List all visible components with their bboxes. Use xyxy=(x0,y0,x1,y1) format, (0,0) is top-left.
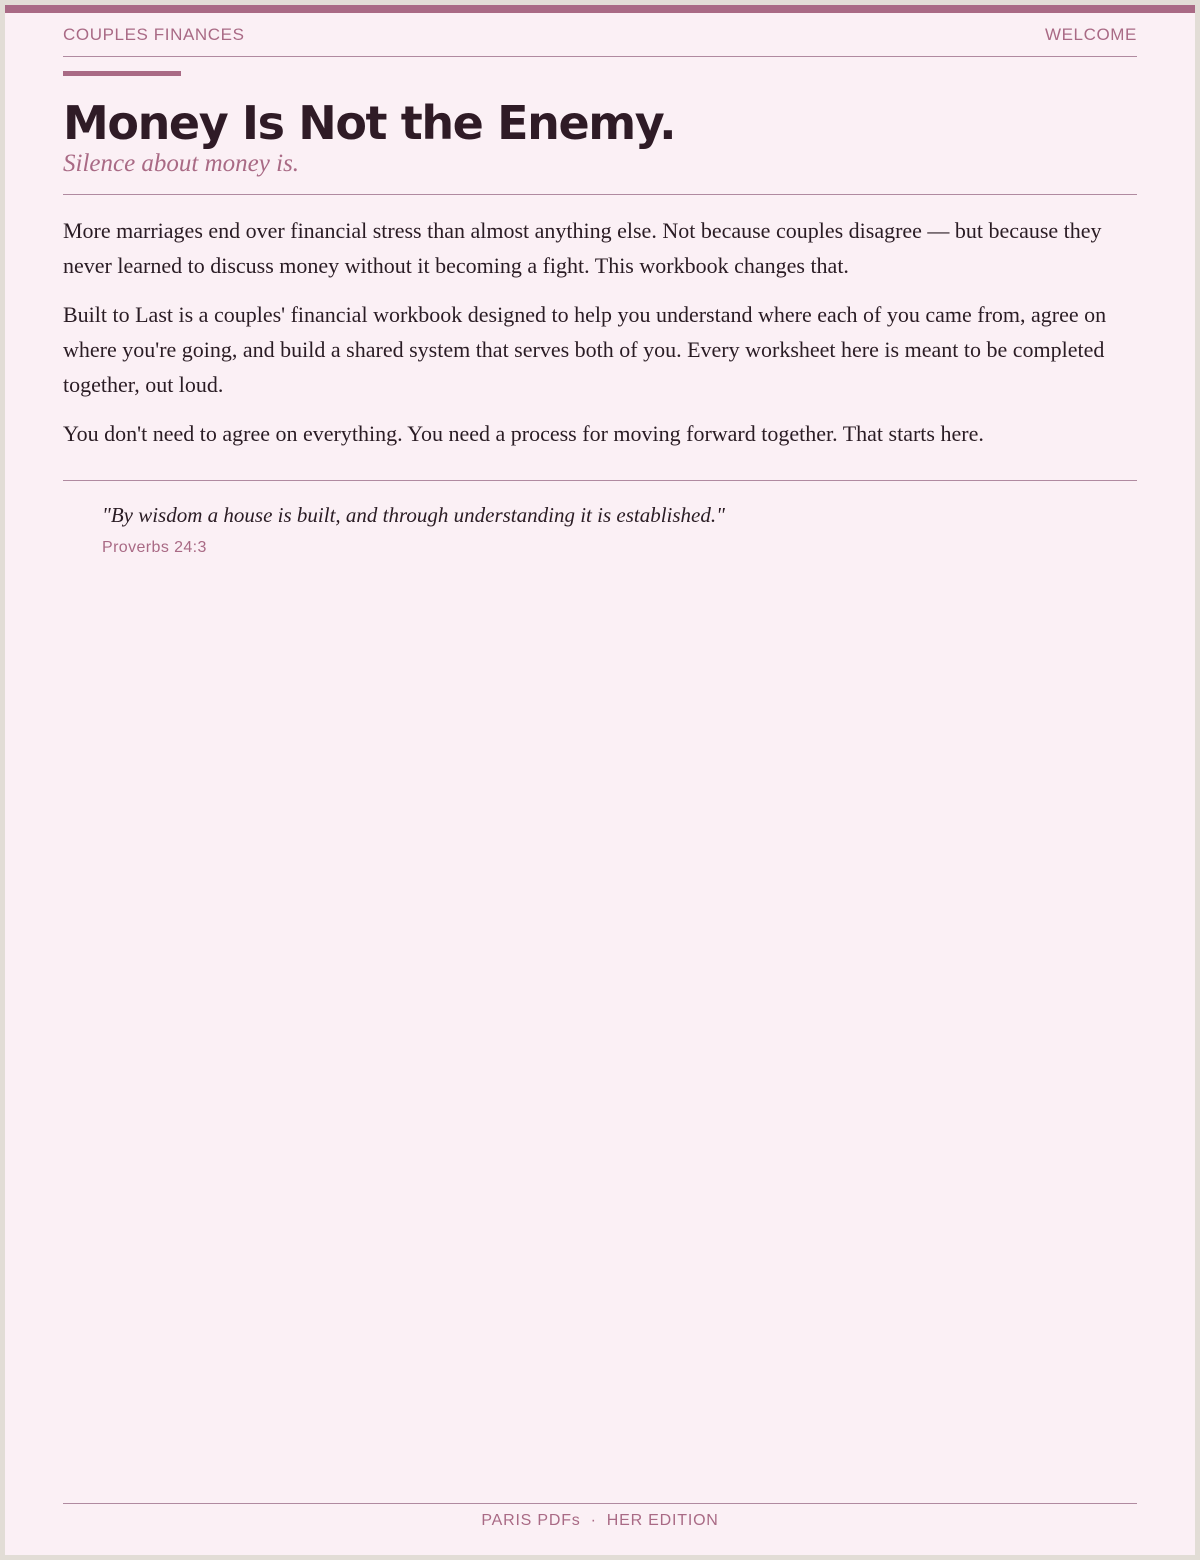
intro-paragraph-2: Built to Last is a couples' financial workbook designed to help you understand where each of you came from, agree on where you're going, and build a shared system that serves both of you. Every worksheet here is meant to be completed together, out loud. xyxy=(63,302,1107,397)
title-accent-rule xyxy=(63,71,181,76)
section-label: COUPLES FINANCES xyxy=(63,25,245,44)
footer-brand: PARIS PDFs xyxy=(481,1512,581,1529)
workbook-page xyxy=(5,5,1195,1555)
title-divider xyxy=(63,194,1137,195)
scripture-quote: "By wisdom a house is built, and through understanding it is established." xyxy=(102,503,725,527)
top-accent-bar xyxy=(5,5,1195,13)
quote-divider xyxy=(63,480,1137,481)
quote-source: Proverbs 24:3 xyxy=(102,539,207,556)
footer-divider xyxy=(63,1503,1137,1504)
intro-paragraph-1: More marriages end over financial stress than almost anything else. Not because couples disagree — but because they never learned to discuss money without it becoming a fight. This workbook changes that. xyxy=(63,218,1102,278)
page-label: WELCOME xyxy=(1044,25,1137,44)
footer-edition: HER EDITION xyxy=(606,1512,719,1529)
page-subtitle: Silence about money is. xyxy=(63,150,300,177)
page-footer xyxy=(63,1510,1137,1532)
footer-separator: · xyxy=(590,1512,597,1529)
page-header xyxy=(63,25,1137,57)
page-title: Money Is Not the Enemy. xyxy=(63,96,676,150)
intro-body xyxy=(63,213,1137,465)
intro-paragraph-3: You don't need to agree on everything. You need a process for moving forward together. That starts here. xyxy=(63,421,984,446)
